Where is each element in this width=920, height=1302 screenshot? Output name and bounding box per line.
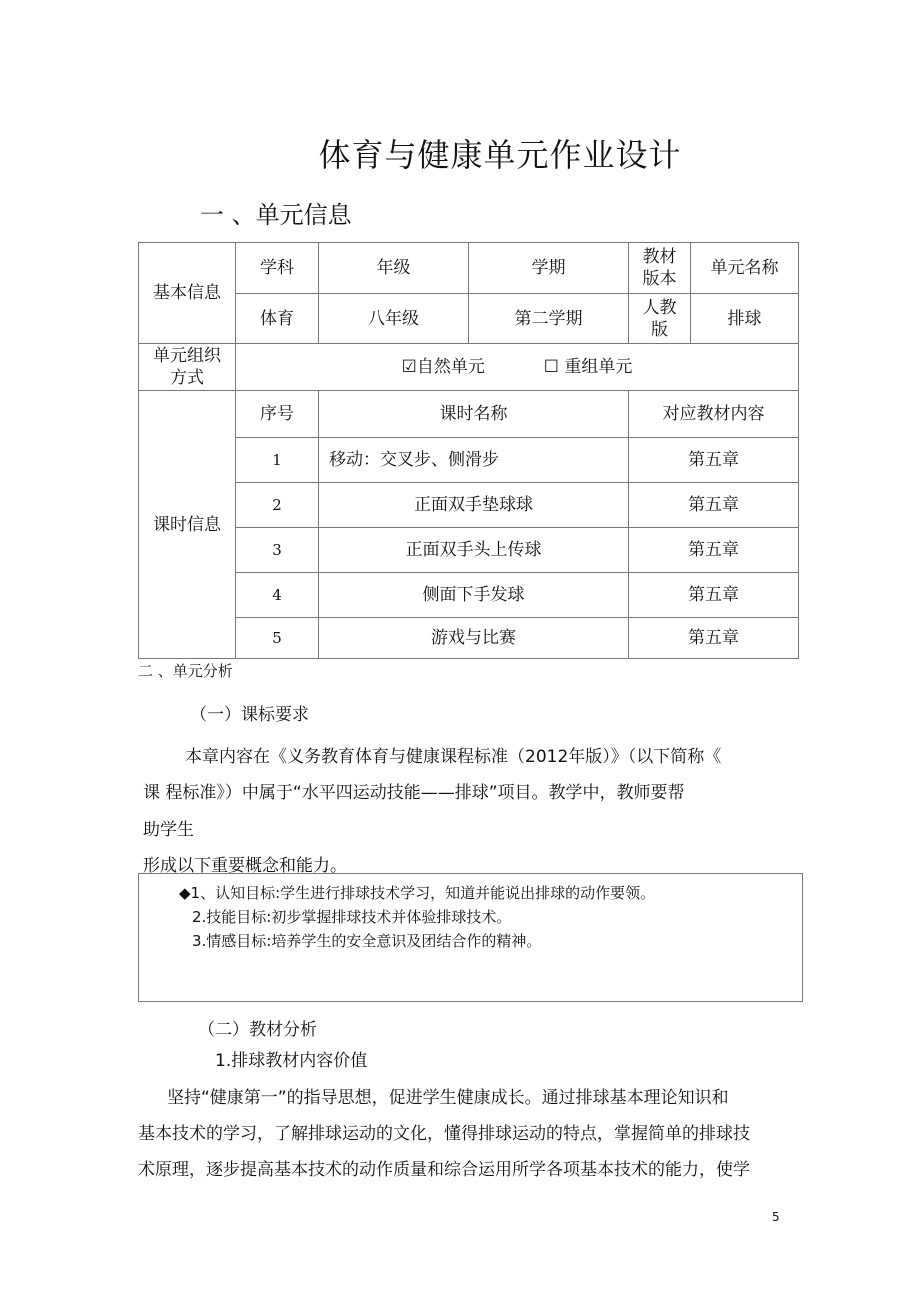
lesson-name: 游戏与比赛 [319,618,629,659]
section-heading-unit-analysis: 二 、单元分析 [138,662,233,680]
org-label: 单元组织方式 [139,344,236,391]
objective-emotion: 3.情感目标:培养学生的安全意识及团结合作的精神。 [192,932,542,950]
lesson-name: 侧面下手发球 [319,573,629,618]
lesson-name: 正面双手头上传球 [319,528,629,573]
lesson-header-chapter: 对应教材内容 [629,391,799,438]
header-term: 学期 [469,243,629,294]
lesson-row [139,438,799,483]
unit-info-table [138,242,799,659]
lesson-no: 2 [236,483,319,528]
section-heading-unit-info: 一 、单元信息 [200,201,352,229]
paragraph-line: 术原理，逐步提高基本技术的动作质量和综合运用所学各项基本技术的能力，使学 [138,1160,750,1180]
lesson-no: 3 [236,528,319,573]
option-regroup-unit: ☐ 重组单元 [543,357,633,377]
lesson-info-label: 课时信息 [139,391,236,659]
basic-info-label: 基本信息 [139,243,236,344]
lesson-chapter: 第五章 [629,483,799,528]
subheading-material-value: 1.排球教材内容价值 [215,1051,368,1071]
header-edition: 教材版本 [629,243,691,294]
value-grade: 八年级 [319,294,469,344]
document-title: 体育与健康单元作业设计 [318,136,682,174]
lesson-chapter: 第五章 [629,438,799,483]
org-options [236,344,799,391]
lesson-no: 4 [236,573,319,618]
subheading-material-analysis: （二）教材分析 [198,1020,317,1040]
objective-skill: 2.技能目标:初步掌握排球技术并体验排球技术。 [192,908,512,926]
lesson-name: 移动：交叉步、侧滑步 [319,438,629,483]
subheading-curriculum: （一）课标要求 [190,705,309,725]
lesson-no: 1 [236,438,319,483]
lesson-header-no: 序号 [236,391,319,438]
value-subject: 体育 [236,294,319,344]
header-unit-name: 单元名称 [691,243,799,294]
lesson-row [139,483,799,528]
paragraph-line: 形成以下重要概念和能力。 [143,856,347,876]
objectives-box [138,873,803,1002]
option-natural-unit: ☑自然单元 [401,357,485,377]
paragraph-line: 助学生 [143,820,194,840]
lesson-chapter: 第五章 [629,528,799,573]
page-number: 5 [772,1210,780,1224]
lesson-no: 5 [236,618,319,659]
value-unit-name: 排球 [691,294,799,344]
lesson-header-name: 课时名称 [319,391,629,438]
lesson-chapter: 第五章 [629,618,799,659]
header-subject: 学科 [236,243,319,294]
paragraph-line: 坚持“健康第一”的指导思想，促进学生健康成长。通过排球基本理论知识和 [167,1088,729,1108]
header-grade: 年级 [319,243,469,294]
value-edition: 人教版 [629,294,691,344]
lesson-row [139,618,799,659]
value-term: 第二学期 [469,294,629,344]
paragraph-line: 基本技术的学习，了解排球运动的文化，懂得排球运动的特点，掌握简单的排球技 [138,1124,750,1144]
paragraph-line: 本章内容在《义务教育体育与健康课程标准（2012年版）》（以下简称《 [185,747,722,767]
objective-cognitive: ◆1、认知目标:学生进行排球技术学习，知道并能说出排球的动作要领。 [179,884,656,902]
lesson-name: 正面双手垫球球 [319,483,629,528]
lesson-row [139,573,799,618]
lesson-chapter: 第五章 [629,573,799,618]
lesson-row [139,528,799,573]
paragraph-line: 课 程标准》）中属于“水平四运动技能——排球”项目。教学中，教师要帮 [143,783,685,803]
